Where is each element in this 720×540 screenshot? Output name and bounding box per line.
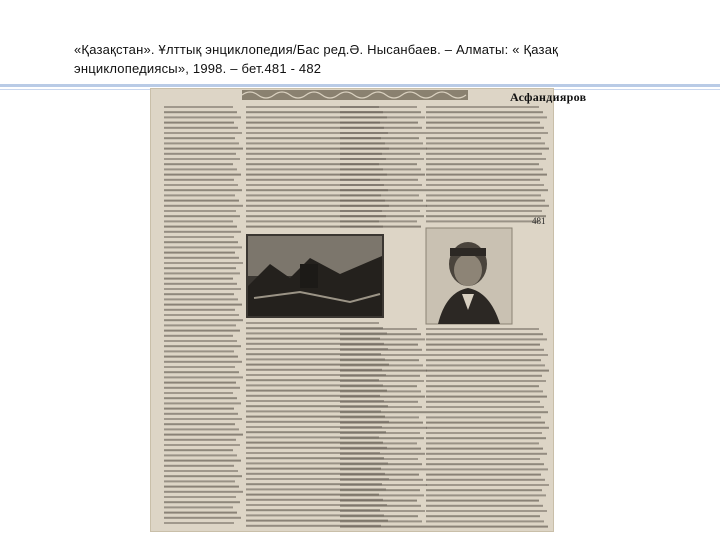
text-line: [340, 194, 419, 196]
text-line: [426, 505, 543, 507]
text-line: [164, 236, 234, 238]
text-line: [340, 220, 417, 222]
text-line: [164, 106, 233, 108]
text-line: [164, 356, 238, 358]
text-line: [340, 437, 424, 439]
text-line: [164, 158, 240, 160]
text-line: [426, 349, 544, 351]
text-line: [340, 215, 424, 217]
text-line: [340, 380, 424, 382]
text-line: [340, 200, 423, 202]
text-line: [164, 215, 240, 217]
text-line: [164, 304, 242, 306]
text-line: [164, 460, 241, 462]
text-line: [426, 453, 547, 455]
text-line: [340, 422, 423, 424]
text-line: [164, 137, 235, 139]
text-line: [340, 328, 417, 330]
text-line: [426, 215, 546, 217]
text-line: [340, 453, 425, 455]
text-line: [426, 416, 541, 418]
text-line: [340, 205, 427, 207]
text-line: [164, 293, 234, 295]
text-line: [164, 501, 240, 503]
text-line: [340, 416, 419, 418]
page-number: 481: [532, 216, 546, 226]
text-line: [164, 153, 236, 155]
text-line: [164, 387, 240, 389]
text-line: [164, 470, 238, 472]
text-line: [164, 262, 243, 264]
text-line: [164, 168, 237, 170]
text-line: [340, 364, 423, 366]
text-line: [164, 418, 242, 420]
text-line: [340, 153, 420, 155]
text-line: [426, 489, 542, 491]
text-line: [164, 179, 234, 181]
text-line: [164, 496, 236, 498]
text-line: [426, 500, 539, 502]
text-line: [164, 491, 243, 493]
text-line: [164, 231, 241, 233]
text-line: [340, 106, 417, 108]
text-line: [164, 163, 233, 165]
text-line: [340, 448, 421, 450]
text-line: [340, 344, 418, 346]
text-line: [340, 226, 421, 228]
text-line: [164, 371, 239, 373]
text-line: [426, 385, 539, 387]
text-line: [426, 494, 546, 496]
text-line: [340, 515, 418, 517]
text-line: [340, 510, 425, 512]
text-line: [164, 184, 238, 186]
text-line: [426, 432, 542, 434]
text-line: [426, 442, 539, 444]
text-line: [164, 314, 239, 316]
text-line: [426, 328, 539, 330]
text-line: [426, 106, 539, 108]
text-line: [426, 484, 549, 486]
text-line: [426, 122, 540, 124]
text-line: [164, 324, 236, 326]
text-line: [426, 468, 548, 470]
text-line: [164, 376, 243, 378]
text-line: [340, 333, 421, 335]
text-line: [164, 205, 243, 207]
text-line: [426, 148, 549, 150]
text-line: [164, 361, 242, 363]
text-line: [340, 375, 420, 377]
text-line: [426, 168, 543, 170]
text-line: [164, 210, 236, 212]
text-line: [426, 479, 545, 481]
text-line: [426, 333, 543, 335]
text-line: [340, 489, 420, 491]
text-line: [164, 132, 242, 134]
text-line: [164, 366, 235, 368]
text-line: [340, 432, 420, 434]
text-line: [340, 463, 422, 465]
text-line: [340, 411, 426, 413]
text-line: [164, 122, 234, 124]
text-line: [164, 246, 242, 248]
text-line: [426, 184, 544, 186]
text-line: [340, 370, 427, 372]
text-line: [164, 428, 239, 430]
text-line: [340, 385, 417, 387]
text-line: [426, 179, 540, 181]
text-line: [246, 322, 379, 324]
text-line: [426, 390, 543, 392]
text-line: [164, 413, 238, 415]
text-line: [340, 354, 426, 356]
text-line: [426, 200, 545, 202]
text-line: [426, 520, 544, 522]
text-line: [164, 241, 238, 243]
text-line: [164, 465, 234, 467]
text-line: [426, 194, 541, 196]
text-line: [426, 401, 540, 403]
text-line: [164, 174, 241, 176]
text-line: [164, 434, 243, 436]
text-line: [164, 267, 236, 269]
text-line: [164, 127, 238, 129]
text-line: [164, 512, 237, 514]
text-line: [340, 520, 422, 522]
text-line: [340, 458, 418, 460]
text-line: [164, 475, 242, 477]
text-line: [164, 335, 233, 337]
text-line: [340, 484, 427, 486]
text-line: [164, 298, 238, 300]
text-line: [164, 340, 237, 342]
text-line: [164, 444, 240, 446]
text-line: [164, 345, 241, 347]
text-line: [340, 338, 425, 340]
article-heading: Асфандияров: [510, 90, 587, 104]
text-line: [340, 127, 422, 129]
text-line: [426, 132, 548, 134]
text-line: [340, 174, 425, 176]
text-line: [340, 359, 419, 361]
text-line: [426, 448, 543, 450]
text-line: [164, 506, 233, 508]
text-line: [426, 370, 549, 372]
text-line: [164, 283, 237, 285]
text-line: [164, 194, 235, 196]
text-line: [164, 148, 243, 150]
text-line: [164, 288, 241, 290]
text-line: [426, 338, 547, 340]
text-line: [426, 375, 542, 377]
text-line: [340, 442, 417, 444]
text-line: [426, 174, 547, 176]
text-line: [164, 408, 234, 410]
historical-photo: [246, 234, 384, 318]
encyclopedia-page-scan: [150, 88, 587, 532]
text-line: [340, 116, 425, 118]
text-line: [164, 330, 240, 332]
text-line: [340, 505, 421, 507]
text-line: [164, 111, 237, 113]
text-line: [164, 272, 240, 274]
text-line: [426, 127, 544, 129]
text-line: [340, 137, 419, 139]
text-line: [426, 137, 541, 139]
text-line: [426, 163, 539, 165]
text-line: [426, 220, 539, 222]
text-line: [164, 189, 242, 191]
text-line: [426, 354, 548, 356]
text-line: [340, 142, 423, 144]
text-line: [426, 406, 544, 408]
text-line: [426, 344, 540, 346]
text-line: [340, 396, 425, 398]
text-line: [426, 205, 549, 207]
text-line: [340, 163, 417, 165]
text-line: [426, 427, 549, 429]
text-line: [340, 401, 418, 403]
text-line: [426, 210, 542, 212]
text-line: [164, 454, 237, 456]
text-line: [340, 479, 423, 481]
text-line: [164, 439, 236, 441]
text-line: [340, 494, 424, 496]
text-line: [164, 226, 237, 228]
text-line: [164, 200, 239, 202]
text-line: [340, 122, 418, 124]
text-line: [164, 423, 235, 425]
text-line: [340, 148, 427, 150]
text-line: [340, 349, 422, 351]
text-line: [164, 252, 235, 254]
text-line: [164, 517, 241, 519]
text-line: [164, 278, 233, 280]
scan-artwork: [150, 88, 554, 532]
text-line: [164, 392, 233, 394]
text-line: [164, 220, 233, 222]
text-line: [426, 153, 542, 155]
text-line: [340, 500, 417, 502]
text-line: [426, 359, 541, 361]
text-line: [426, 515, 540, 517]
text-line: [426, 396, 547, 398]
text-line: [426, 142, 545, 144]
text-line: [426, 364, 545, 366]
text-line: [164, 382, 236, 384]
text-line: [164, 319, 243, 321]
text-line: [340, 158, 424, 160]
text-line: [340, 168, 421, 170]
text-line: [164, 257, 239, 259]
text-line: [426, 510, 547, 512]
text-line: [340, 474, 419, 476]
citation-caption: «Қазақстан». Ұлттық энциклопедия/Бас ред.Ә. Нысанбаев. – Алматы: « Қазақ энциклопедиясы», 1998. – бет.481 - 482: [74, 42, 559, 76]
text-line: [164, 309, 235, 311]
text-line: [164, 397, 237, 399]
text-line: [164, 350, 234, 352]
text-line: [340, 526, 426, 528]
text-line: [340, 111, 421, 113]
text-line: [426, 380, 546, 382]
text-line: [426, 189, 548, 191]
text-line: [426, 111, 543, 113]
text-line: [426, 474, 541, 476]
text-line: [426, 526, 548, 528]
text-line: [426, 463, 544, 465]
text-line: [426, 422, 545, 424]
text-line: [164, 480, 235, 482]
portrait-photo: [426, 228, 512, 324]
text-line: [164, 486, 239, 488]
text-line: [164, 142, 239, 144]
text-line: [164, 522, 234, 524]
header-rule: [0, 84, 720, 87]
text-line: [164, 116, 241, 118]
text-line: [340, 189, 426, 191]
text-line: [164, 402, 241, 404]
text-line: [426, 116, 547, 118]
text-line: [426, 411, 548, 413]
text-line: [340, 132, 426, 134]
text-line: [426, 158, 546, 160]
text-line: [426, 437, 546, 439]
text-line: [426, 458, 540, 460]
text-line: [340, 179, 418, 181]
text-line: [340, 210, 420, 212]
text-line: [340, 184, 422, 186]
text-line: [340, 406, 422, 408]
text-line: [164, 449, 233, 451]
text-line: [340, 468, 426, 470]
text-line: [340, 390, 421, 392]
text-line: [340, 427, 427, 429]
